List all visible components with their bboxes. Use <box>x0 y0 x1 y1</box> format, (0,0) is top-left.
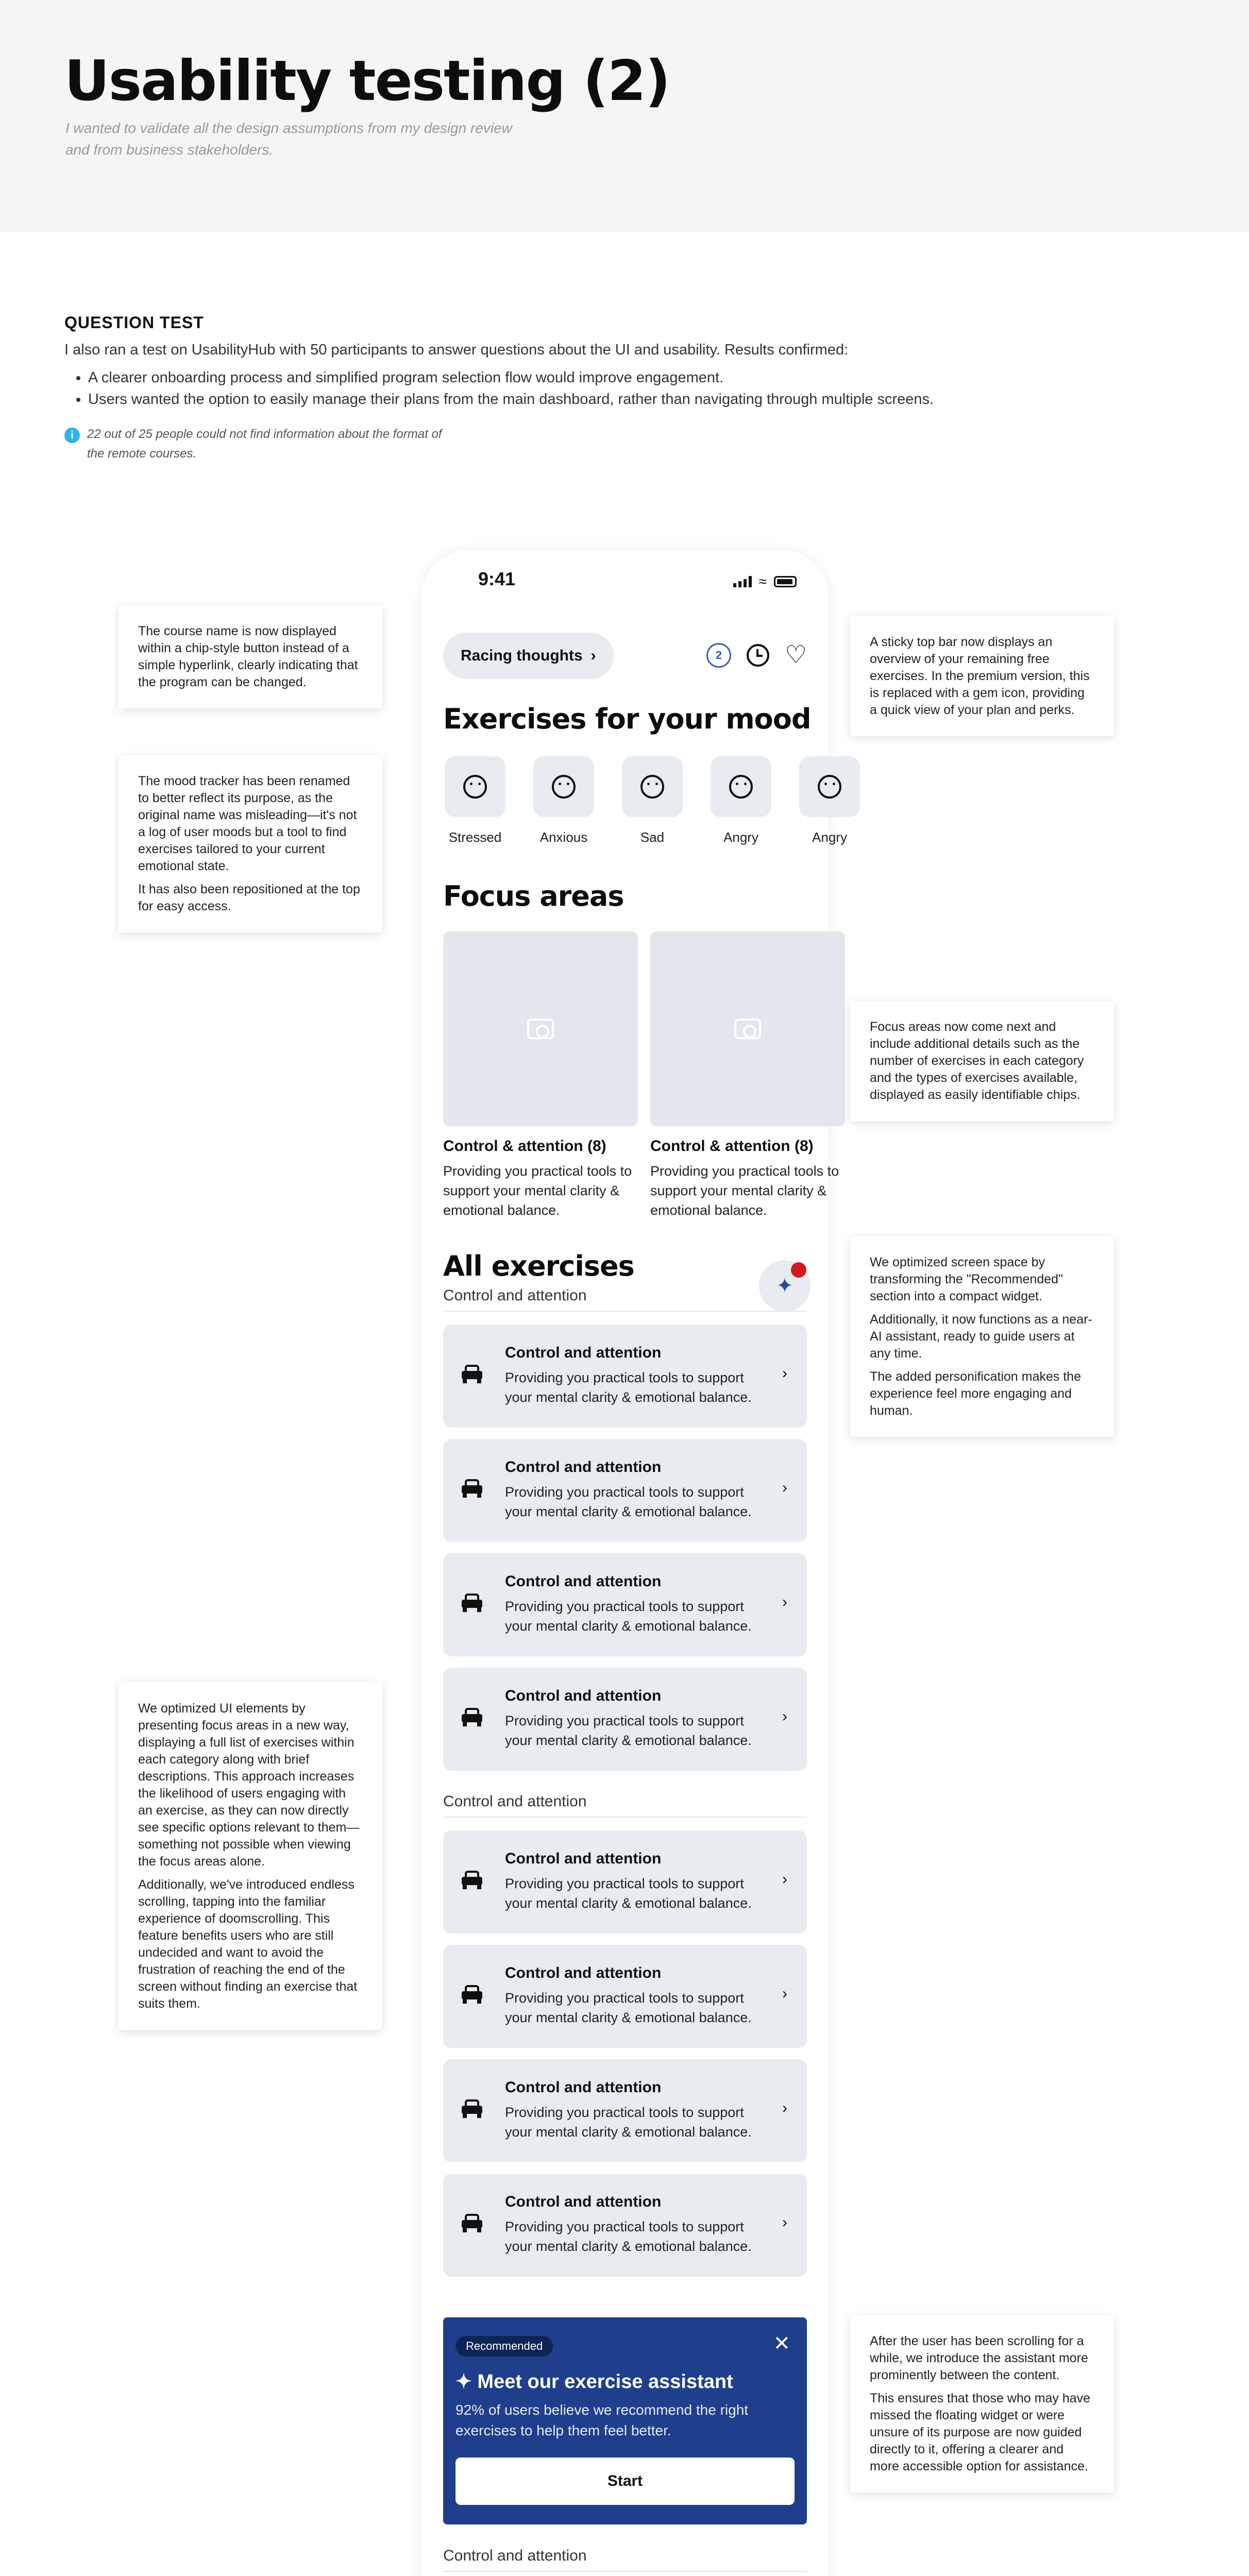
mood-stressed[interactable] <box>443 756 507 845</box>
widget-desc: 92% of users believe we recommend the right exercises to help them feel better. <box>455 2402 749 2438</box>
signal-icon <box>733 576 752 587</box>
annotation-text: Additionally, we've introduced endless scrolling, tapping into the familiar experience of doomscrolling. This feature benefits users who are still undecided and want to avoid the frustration of reaching the end of the screen without finding an exercise that suits them. <box>138 1877 358 2011</box>
car-icon <box>462 1708 482 1726</box>
chevron-right-icon: › <box>782 2099 787 2116</box>
focus-title: Focus areas <box>443 880 624 912</box>
angry-face-icon <box>729 775 753 799</box>
exercise-title: Control and attention <box>505 1573 662 1590</box>
exercise-desc: Providing you practical tools to support your mental clarity & emotional balance. <box>505 1713 752 1748</box>
chevron-right-icon: › <box>782 1479 787 1496</box>
car-icon <box>462 2214 482 2232</box>
image-icon <box>527 1019 554 1039</box>
mood-label: Angry <box>723 829 758 845</box>
sad-face-icon <box>640 775 664 799</box>
divider <box>443 1817 807 1818</box>
annotation-text: This ensures that those who may have missed the floating widget or were unsure of its purpose are now guided directly to it, offering a clearer and more accessible option for assistance. <box>870 2391 1091 2473</box>
group-label: Control and attention <box>443 1287 587 1304</box>
annotation-assistant <box>850 2315 1114 2493</box>
info-note <box>64 425 456 464</box>
annotation-text: We optimized UI elements by presenting focus areas in a new way, displaying a full list of exercises within each category along with brief descriptions. This approach increases the likelihood of users engaging with an exercise, as they can now directly see specific options relevant to them—something not possible when viewing the focus areas alone. <box>138 1701 360 1869</box>
chevron-right-icon: › <box>782 1708 787 1725</box>
annotation-course-name <box>119 605 382 708</box>
chevron-right-icon: › <box>590 647 596 664</box>
group-label: Control and attention <box>443 1793 587 1810</box>
exercise-title: Control and attention <box>505 1687 662 1704</box>
smile-face-icon <box>463 775 487 799</box>
smile-face-icon <box>552 775 576 799</box>
section-title: QUESTION TEST <box>64 313 204 332</box>
gem-counter-badge[interactable]: 2 <box>706 643 731 668</box>
start-button[interactable]: Start <box>455 2458 795 2505</box>
exercise-title: Control and attention <box>505 2193 662 2210</box>
annotation-text: We optimized screen space by transforming the "Recommended" section into a compact widget. <box>870 1255 1063 1303</box>
exercise-title: Control and attention <box>505 1850 662 1867</box>
program-chip-button[interactable] <box>443 633 614 679</box>
focus-card-title: Control & attention (8) <box>650 1138 814 1155</box>
all-exercises-title: All exercises <box>443 1250 634 1282</box>
recommended-badge: Recommended <box>455 2336 553 2357</box>
battery-icon <box>774 576 797 587</box>
top-bar-icons <box>706 643 807 668</box>
list-item: • Users wanted the option to easily manage their plans from the main dashboard, rather than navigating through multiple screens. <box>88 388 1146 410</box>
exercise-row[interactable] <box>443 1668 807 1771</box>
mood-selector <box>443 756 862 845</box>
recommended-assistant-widget <box>443 2317 807 2524</box>
angry-face-icon <box>818 775 841 799</box>
assistant-fab-button[interactable] <box>759 1260 811 1312</box>
exercise-row[interactable] <box>443 1325 807 1428</box>
mood-angry-2[interactable] <box>798 756 862 845</box>
exercise-desc: Providing you practical tools to support your mental clarity & emotional balance. <box>505 1990 752 2025</box>
chevron-right-icon: › <box>782 1871 787 1888</box>
sparkle-icon: ✦ <box>776 1275 794 1297</box>
focus-card-desc: Providing you practical tools to support your mental clarity & emotional balance. <box>650 1163 839 1218</box>
list-item: • A clearer onboarding process and simplified program selection flow would improve engagement. <box>88 367 1146 388</box>
history-clock-icon[interactable] <box>747 644 769 667</box>
sparkle-icon: ✦ <box>455 2371 478 2393</box>
image-icon <box>734 1019 761 1039</box>
exercise-title: Control and attention <box>505 1459 662 1476</box>
results-list <box>64 367 1146 410</box>
annotation-focus-areas <box>850 1001 1114 1121</box>
widget-title <box>455 2370 733 2393</box>
car-icon <box>462 2099 482 2118</box>
focus-card[interactable] <box>443 931 638 1220</box>
page-title: Usability testing (2) <box>64 49 670 113</box>
group-label: Control and attention <box>443 2547 587 2564</box>
status-time: 9:41 <box>478 568 516 589</box>
exercise-desc: Providing you practical tools to support your mental clarity & emotional balance. <box>505 2105 752 2140</box>
close-icon[interactable]: ✕ <box>773 2332 790 2355</box>
exercise-title: Control and attention <box>505 1344 662 1361</box>
chevron-right-icon: › <box>782 1594 787 1611</box>
annotation-text: A sticky top bar now displays an overview of your remaining free exercises. In the premium version, this is replaced with a gem icon, providing a quick view of your plan and perks. <box>870 635 1090 717</box>
annotation-ui-elements <box>119 1683 382 2030</box>
mood-label: Sad <box>640 829 665 845</box>
exercise-row[interactable] <box>443 1831 807 1934</box>
heart-icon[interactable]: ♡ <box>784 641 807 669</box>
annotation-text: Additionally, it now functions as a near-AI assistant, ready to guide users at any time. <box>870 1312 1092 1361</box>
mood-sad[interactable] <box>620 756 684 845</box>
annotation-text: It has also been repositioned at the top for easy access. <box>138 882 360 913</box>
car-icon <box>462 1985 482 2004</box>
info-icon: i <box>64 428 80 443</box>
chevron-right-icon: › <box>782 2214 787 2231</box>
car-icon <box>462 1365 482 1383</box>
annotation-text: After the user has been scrolling for a while, we introduce the assistant more prominently between the content. <box>870 2334 1088 2382</box>
info-note-text: 22 out of 25 people could not find information about the format of the remote courses. <box>87 427 442 461</box>
status-icons <box>733 573 797 590</box>
annotation-recommended <box>850 1236 1114 1437</box>
exercise-title: Control and attention <box>505 2079 662 2096</box>
program-chip-label: Racing thoughts <box>461 647 583 664</box>
exercise-row[interactable] <box>443 2059 807 2162</box>
exercise-desc: Providing you practical tools to support your mental clarity & emotional balance. <box>505 2219 752 2254</box>
annotation-text: The added personification makes the experience feel more engaging and human. <box>870 1369 1081 1418</box>
focus-card-title: Control & attention (8) <box>443 1138 606 1155</box>
annotation-mood-tracker <box>119 755 382 933</box>
car-icon <box>462 1871 482 1889</box>
divider <box>443 2571 807 2572</box>
exercise-row[interactable] <box>443 1439 807 1542</box>
annotation-text: The course name is now displayed within a chip-style button instead of a simple hyperlink, clearly indicating that the program can be changed. <box>138 624 358 689</box>
mood-anxious[interactable] <box>532 756 596 845</box>
mood-label: Stressed <box>448 829 502 845</box>
car-icon <box>462 1479 482 1498</box>
mood-label: Anxious <box>539 829 588 845</box>
focus-card[interactable] <box>650 931 845 1220</box>
page-subtitle: I wanted to validate all the design assumptions from my design review and from business stakeholders. <box>65 120 512 158</box>
exercise-desc: Providing you practical tools to support your mental clarity & emotional balance. <box>505 1876 752 1911</box>
mood-angry[interactable] <box>709 756 773 845</box>
moods-title: Exercises for your mood <box>443 703 811 735</box>
widget-title-text: Meet our exercise assistant <box>477 2371 733 2393</box>
focus-areas-carousel <box>443 931 845 1220</box>
exercise-desc: Providing you practical tools to support your mental clarity & emotional balance. <box>505 1370 752 1405</box>
question-test-section <box>64 313 1146 464</box>
wifi-icon: ≈ <box>758 573 767 589</box>
image-placeholder <box>443 931 638 1126</box>
car-icon <box>462 1594 482 1612</box>
focus-card-desc: Providing you practical tools to support your mental clarity & emotional balance. <box>443 1163 632 1218</box>
exercise-row[interactable] <box>443 1553 807 1656</box>
annotation-top-bar <box>850 616 1114 736</box>
chevron-right-icon: › <box>782 1365 787 1382</box>
exercise-desc: Providing you practical tools to support your mental clarity & emotional balance. <box>505 1599 752 1634</box>
exercise-desc: Providing you practical tools to support your mental clarity & emotional balance. <box>505 1484 752 1519</box>
status-bar <box>421 568 829 599</box>
image-placeholder <box>650 931 845 1126</box>
annotation-text: The mood tracker has been renamed to better reflect its purpose, as the original name was misleading—it's not a log of user moods but a tool to find exercises tailored to your current emotional state. <box>138 774 357 873</box>
divider <box>443 1311 807 1312</box>
hero-header <box>0 0 1249 232</box>
mood-label: Angry <box>812 829 847 845</box>
section-intro: I also ran a test on UsabilityHub with 50 participants to answer questions about the UI and usability. Results confirmed: <box>64 342 849 358</box>
notification-dot <box>791 1262 806 1278</box>
chevron-right-icon: › <box>782 1985 787 2002</box>
exercise-title: Control and attention <box>505 1964 662 1981</box>
exercise-row[interactable] <box>443 2174 807 2277</box>
phone-mockup <box>421 550 847 2576</box>
exercise-row[interactable] <box>443 1945 807 2048</box>
annotation-text: Focus areas now come next and include additional details such as the number of exercises in each category and the types of exercises available, displayed as easily identifiable chips. <box>870 1020 1084 1102</box>
